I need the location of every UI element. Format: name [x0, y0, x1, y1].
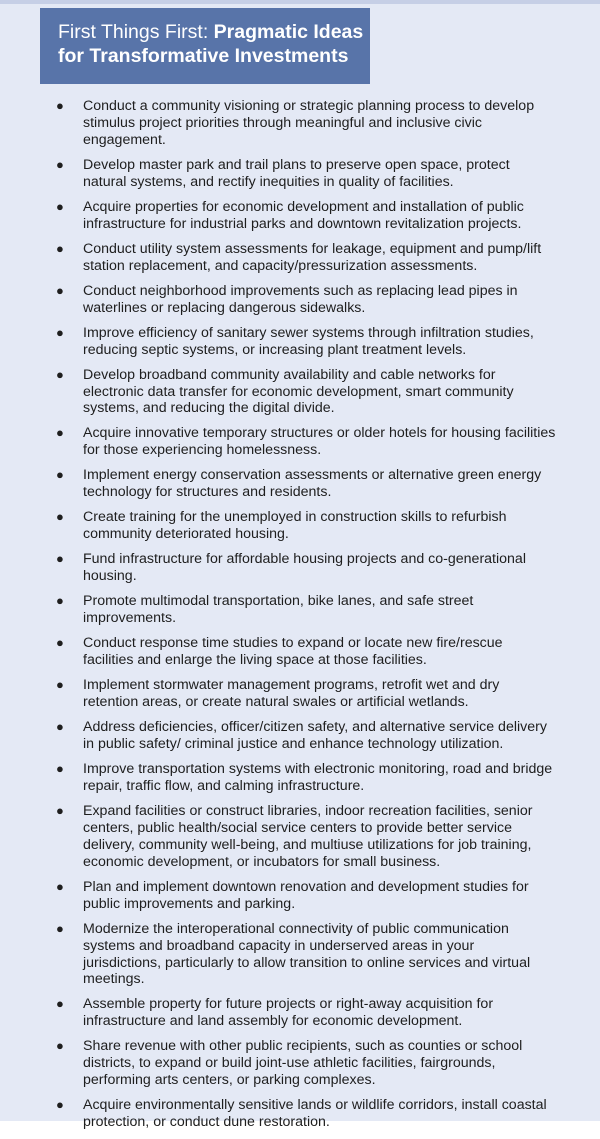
- panel-title: [40, 8, 370, 84]
- list-item: [56, 719, 556, 753]
- bullet-icon: ●: [56, 1038, 64, 1054]
- bullet-icon: ●: [56, 677, 64, 693]
- bullet-icon: ●: [56, 425, 64, 441]
- bullet-icon: ●: [56, 551, 64, 567]
- list-item: [56, 367, 556, 417]
- list-item: [56, 1038, 556, 1088]
- item-text: Fund infrastructure for affordable housing projects and co-generational housing.: [83, 551, 526, 585]
- item-text: Acquire innovative temporary structures or older hotels for housing facilities for those experiencing homelessness.: [83, 425, 556, 459]
- item-text: Share revenue with other public recipients, such as counties or school districts, to expand or build joint-use athletic facilities, fairgrounds, performing arts centers, or parking complexes.: [83, 1038, 523, 1089]
- ideas-list: [56, 98, 556, 1139]
- list-item: [56, 677, 556, 711]
- bullet-icon: ●: [56, 719, 64, 735]
- list-item: [56, 157, 556, 191]
- title-main: Pragmatic Ideas for Transformative Investments: [58, 21, 364, 67]
- bullet-icon: ●: [56, 920, 64, 936]
- bullet-icon: ●: [56, 240, 64, 256]
- list-item: [56, 283, 556, 317]
- title-lead: First Things First:: [58, 21, 214, 43]
- bullet-icon: ●: [56, 98, 64, 113]
- list-item: [56, 921, 556, 988]
- item-text: Improve efficiency of sanitary sewer systems through infiltration studies, reducing septic systems, or increasing plant treatment levels.: [83, 324, 534, 358]
- bullet-icon: ●: [56, 878, 64, 894]
- item-text: Conduct response time studies to expand or locate new fire/rescue facilities and enlarge the living space at those facilities.: [83, 635, 503, 669]
- item-text: Modernize the interoperational connectivity of public communication systems and broadband capacity in underserved areas in your jurisdictions, particularly to allow transition to online services and virtual meetings.: [83, 920, 531, 988]
- item-text: Create training for the unemployed in construction skills to refurbish community deteriorated housing.: [83, 509, 507, 543]
- item-text: Promote multimodal transportation, bike lanes, and safe street improvements.: [83, 593, 474, 627]
- list-item: [56, 98, 556, 148]
- bullet-icon: ●: [56, 635, 64, 651]
- list-item: [56, 199, 556, 233]
- item-text: Acquire properties for economic development and installation of public infrastructure for industrial parks and downtown revitalization projects.: [83, 198, 524, 232]
- item-text: Assemble property for future projects or right-away acquisition for infrastructure and land assembly for economic development.: [83, 996, 494, 1030]
- list-item: [56, 467, 556, 501]
- list-item: [56, 803, 556, 870]
- item-text: Conduct neighborhood improvements such as replacing lead pipes in waterlines or replacing dangerous sidewalks.: [83, 282, 518, 316]
- bullet-icon: ●: [56, 156, 64, 172]
- bullet-icon: ●: [56, 366, 64, 382]
- bullet-icon: ●: [56, 324, 64, 340]
- item-text: Expand facilities or construct libraries, indoor recreation facilities, senior centers, public health/social service centers to provide better service delivery, community well-being, and multiuse utilizations for job training, economic development, or incubators for small business.: [83, 803, 533, 870]
- list-item: [56, 593, 556, 627]
- bullet-icon: ●: [56, 467, 64, 483]
- bullet-icon: ●: [56, 1097, 64, 1113]
- list-item: [56, 1097, 556, 1131]
- bullet-icon: ●: [56, 282, 64, 298]
- item-text: Implement energy conservation assessments or alternative green energy technology for structures and residents.: [83, 467, 542, 501]
- item-text: Conduct utility system assessments for leakage, equipment and pump/lift station replacement, and capacity/pressurization assessments.: [83, 240, 542, 274]
- item-text: Develop broadband community availability and cable networks for electronic data transfer for economic development, smart community systems, and reducing the digital divide.: [83, 366, 514, 417]
- item-text: Plan and implement downtown renovation and development studies for public improvements and parking.: [83, 878, 529, 912]
- list-item: [56, 635, 556, 669]
- list-item: [56, 879, 556, 913]
- bullet-icon: ●: [56, 803, 64, 819]
- bullet-icon: ●: [56, 509, 64, 525]
- item-text: Develop master park and trail plans to preserve open space, protect natural systems, and rectify inequities in quality of facilities.: [83, 156, 510, 190]
- list-item: [56, 761, 556, 795]
- list-item: [56, 996, 556, 1030]
- bullet-icon: ●: [56, 761, 64, 777]
- item-text: Conduct a community visioning or strategic planning process to develop stimulus project priorities through meaningful and inclusive civic engagement.: [83, 98, 535, 148]
- list-item: [56, 551, 556, 585]
- list-item: [56, 325, 556, 359]
- item-text: Acquire environmentally sensitive lands or wildlife corridors, install coastal protection, or conduct dune restoration.: [83, 1097, 547, 1131]
- bullet-icon: ●: [56, 198, 64, 214]
- list-item: [56, 241, 556, 275]
- item-text: Address deficiencies, officer/citizen safety, and alternative service delivery in public safety/ criminal justice and enhance technology utilization.: [83, 719, 547, 753]
- item-text: Improve transportation systems with electronic monitoring, road and bridge repair, traffic flow, and calming infrastructure.: [83, 761, 553, 795]
- item-text: Implement stormwater management programs, retrofit wet and dry retention areas, or create natural swales or artificial wetlands.: [83, 677, 500, 711]
- list-item: [56, 425, 556, 459]
- list-item: [56, 509, 556, 543]
- bullet-icon: ●: [56, 996, 64, 1012]
- bullet-icon: ●: [56, 593, 64, 609]
